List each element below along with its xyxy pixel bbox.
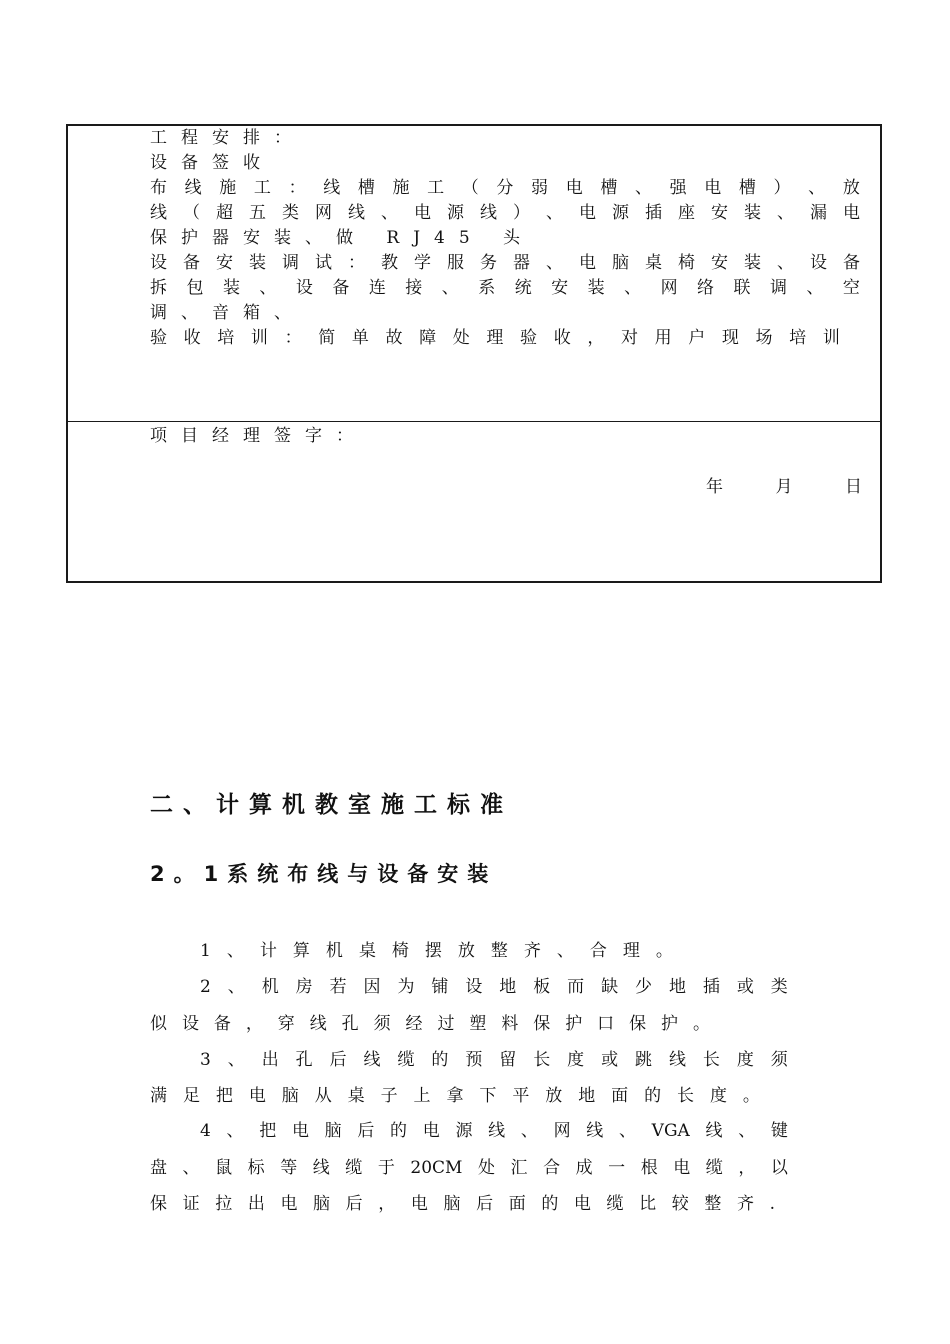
date-row (706, 472, 862, 496)
section-title: 二、计算机教室施工标准 (150, 792, 513, 818)
date-year: 年 (706, 477, 723, 497)
date-month: 月 (775, 477, 793, 497)
item-1: 1、计算机桌椅摆放整齐、合理。 (200, 941, 689, 961)
wiring-line-3: 保护器安装、做 RJ45 头 (150, 228, 535, 248)
item-3-line-1: 3 、 出 孔 后 线 缆 的 预 留 长 度 或 跳 线 长 度 须 (200, 1050, 788, 1070)
signature-label: 项目经理签字： (150, 426, 367, 446)
item-2-line-2: 似 设 备 ， 穿 线 孔 须 经 过 塑 料 保 护 口 保 护 。 (150, 1014, 710, 1034)
date-day: 日 (845, 477, 862, 497)
section-subtitle: 2。1系统布线与设备安装 (150, 862, 498, 886)
item-4-line-2: 盘 、 鼠 标 等 线 缆 于 20CM 处 汇 合 成 一 根 电 缆 ， 以 (150, 1158, 788, 1178)
item-4-line-3: 保 证 拉 出 电 脑 后 ， 电 脑 后 面 的 电 缆 比 较 整 齐 . (150, 1194, 775, 1214)
install-line-3: 调、音箱、 (150, 303, 305, 323)
item-2-line-1: 2 、 机 房 若 因 为 铺 设 地 板 而 缺 少 地 插 或 类 (200, 977, 788, 997)
item-3-line-2: 满 足 把 电 脑 从 桌 子 上 拿 下 平 放 地 面 的 长 度 。 (150, 1086, 760, 1106)
schedule-heading: 工程安排： (150, 128, 305, 148)
install-line-2: 拆 包 装 、 设 备 连 接 、 系 统 安 装 、 网 络 联 调 、 空 (150, 278, 860, 298)
install-line-1: 设 备 安 装 调 试 ： 教 学 服 务 器 、 电 脑 桌 椅 安 装 、 设 备 (150, 253, 860, 273)
item-4-line-1: 4 、 把 电 脑 后 的 电 源 线 、 网 线 、 VGA 线 、 键 (200, 1121, 788, 1141)
wiring-line-2: 线 （ 超 五 类 网 线 、 电 源 线 ） 、 电 源 插 座 安 装 、 漏 电 (150, 203, 860, 223)
wiring-line-1: 布 线 施 工 ： 线 槽 施 工 （ 分 弱 电 槽 、 强 电 槽 ） 、 放 (150, 178, 860, 198)
acceptance-line: 验 收 培 训 ： 简 单 故 障 处 理 验 收 ， 对 用 户 现 场 培 训 (150, 328, 840, 348)
equipment-signoff: 设备签收 (150, 153, 274, 173)
